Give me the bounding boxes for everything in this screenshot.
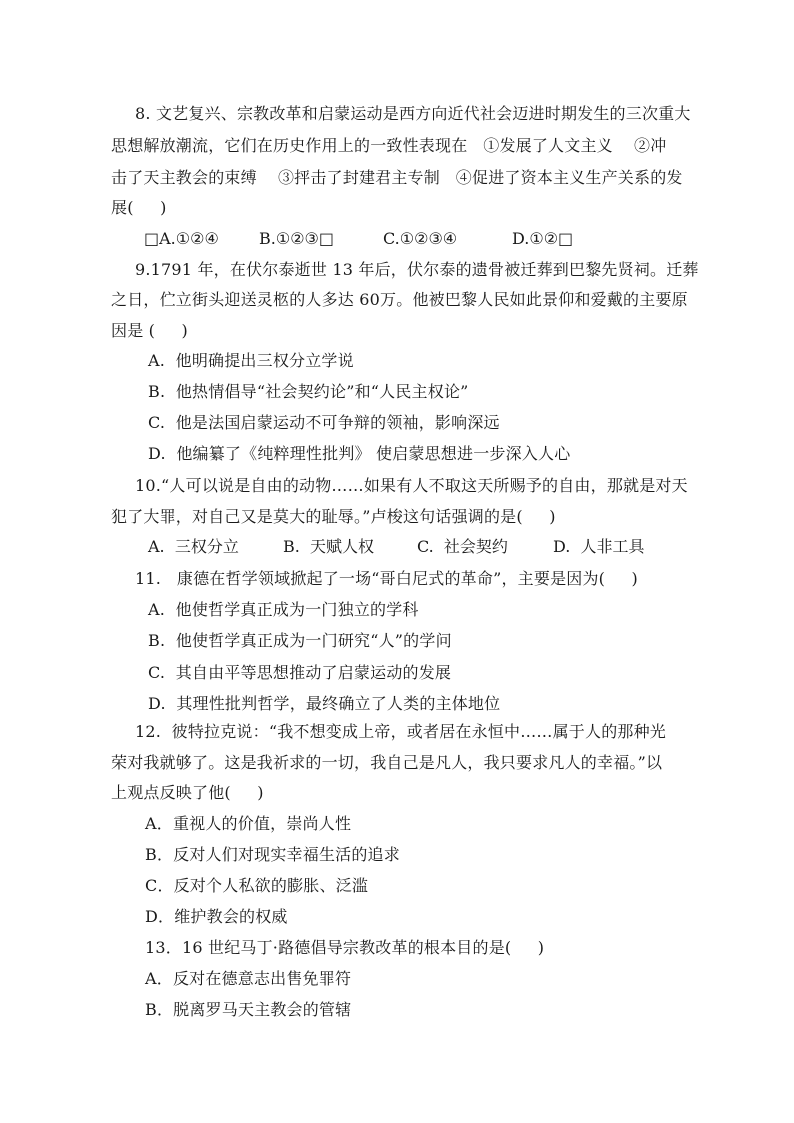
question-8-line-2: 思想解放潮流，它们在历史作用上的一致性表现在 ①发展了人文主义 ②冲 <box>111 136 667 155</box>
question-12-line-2: 荣对我就够了。这是我祈求的一切，我自己是凡人，我只要求凡人的幸福。”以 <box>111 753 663 772</box>
question-11-option-b[interactable]: B. 他使哲学真正成为一门研究“人”的学问 <box>148 631 452 650</box>
question-12-option-a[interactable]: A．重视人的价值，崇尚人性 <box>145 814 352 833</box>
question-8-line-4: 展( ) <box>111 198 167 217</box>
question-12-line-1: 12. 彼特拉克说：“我不想变成上帝，或者居在永恒中……属于人的那种光 <box>135 722 666 741</box>
question-9-line-1: 9.1791 年，在伏尔泰逝世 13 年后，伏尔泰的遗骨被迁葬到巴黎先贤祠。迁葬 <box>135 260 699 279</box>
question-8-option-a[interactable]: □A.①②④ <box>144 229 219 248</box>
question-11-option-d[interactable]: D. 其理性批判哲学，最终确立了人类的主体地位 <box>148 694 501 713</box>
question-12-option-d[interactable]: D．维护教会的权威 <box>145 907 288 926</box>
question-11-option-a[interactable]: A. 他使哲学真正成为一门独立的学科 <box>148 600 419 619</box>
question-9-line-2: 之日，伫立街头迎送灵柩的人多达 60万。他被巴黎人民如此景仰和爱戴的主要原 <box>111 290 688 309</box>
question-8-option-c[interactable]: C.①②③④ <box>383 229 458 248</box>
question-10-option-a[interactable]: A. 三权分立 <box>148 537 239 556</box>
question-10-line-2: 犯了大罪，对自己又是莫大的耻辱。”卢梭这句话强调的是( ) <box>111 507 556 526</box>
question-12-line-3: 上观点反映了他( ) <box>111 783 264 802</box>
question-10-option-c[interactable]: C. 社会契约 <box>417 537 508 556</box>
question-10-option-b[interactable]: B. 天赋人权 <box>283 537 375 556</box>
question-8-line-1: 8. 文艺复兴、宗教改革和启蒙运动是西方向近代社会迈进时期发生的三次重大 <box>135 104 691 123</box>
question-10-option-d[interactable]: D. 人非工具 <box>553 537 645 556</box>
question-12-option-c[interactable]: C．反对个人私欲的膨胀、泛滥 <box>145 876 369 895</box>
question-13-option-b[interactable]: B．脱离罗马天主教会的管辖 <box>145 1000 352 1019</box>
question-10-options <box>0 537 794 557</box>
question-8-options <box>0 229 794 249</box>
question-11-option-c[interactable]: C. 其自由平等思想推动了启蒙运动的发展 <box>148 663 452 682</box>
question-9-option-b[interactable]: B. 他热情倡导“社会契约论”和“人民主权论” <box>148 382 469 401</box>
question-13-line-1: 13．16 世纪马丁·路德倡导宗教改革的根本目的是( ) <box>145 938 545 957</box>
question-9-line-3: 因是 ( ) <box>111 321 189 340</box>
question-13-option-a[interactable]: A．反对在德意志出售免罪符 <box>145 969 352 988</box>
question-9-option-a[interactable]: A. 他明确提出三权分立学说 <box>148 351 354 370</box>
question-8-line-3: 击了天主教会的束缚 ③抨击了封建君主专制 ④促进了资本主义生产关系的发 <box>111 168 683 187</box>
question-9-option-c[interactable]: C. 他是法国启蒙运动不可争辩的领袖，影响深远 <box>148 413 500 432</box>
question-8-option-d[interactable]: D.①②□ <box>512 229 574 248</box>
question-12-option-b[interactable]: B．反对人们对现实幸福生活的追求 <box>145 845 400 864</box>
question-9-option-d[interactable]: D. 他编纂了《纯粹理性批判》 使启蒙思想进一步深入人心 <box>148 444 571 463</box>
question-8-option-b[interactable]: B.①②③□ <box>259 229 334 248</box>
question-10-line-1: 10.“人可以说是自由的动物……如果有人不取这天所赐予的自由，那就是对天 <box>135 476 688 495</box>
question-11-line-1: 11. 康德在哲学领域掀起了一场“哥白尼式的革命”，主要是因为( ) <box>135 569 638 588</box>
